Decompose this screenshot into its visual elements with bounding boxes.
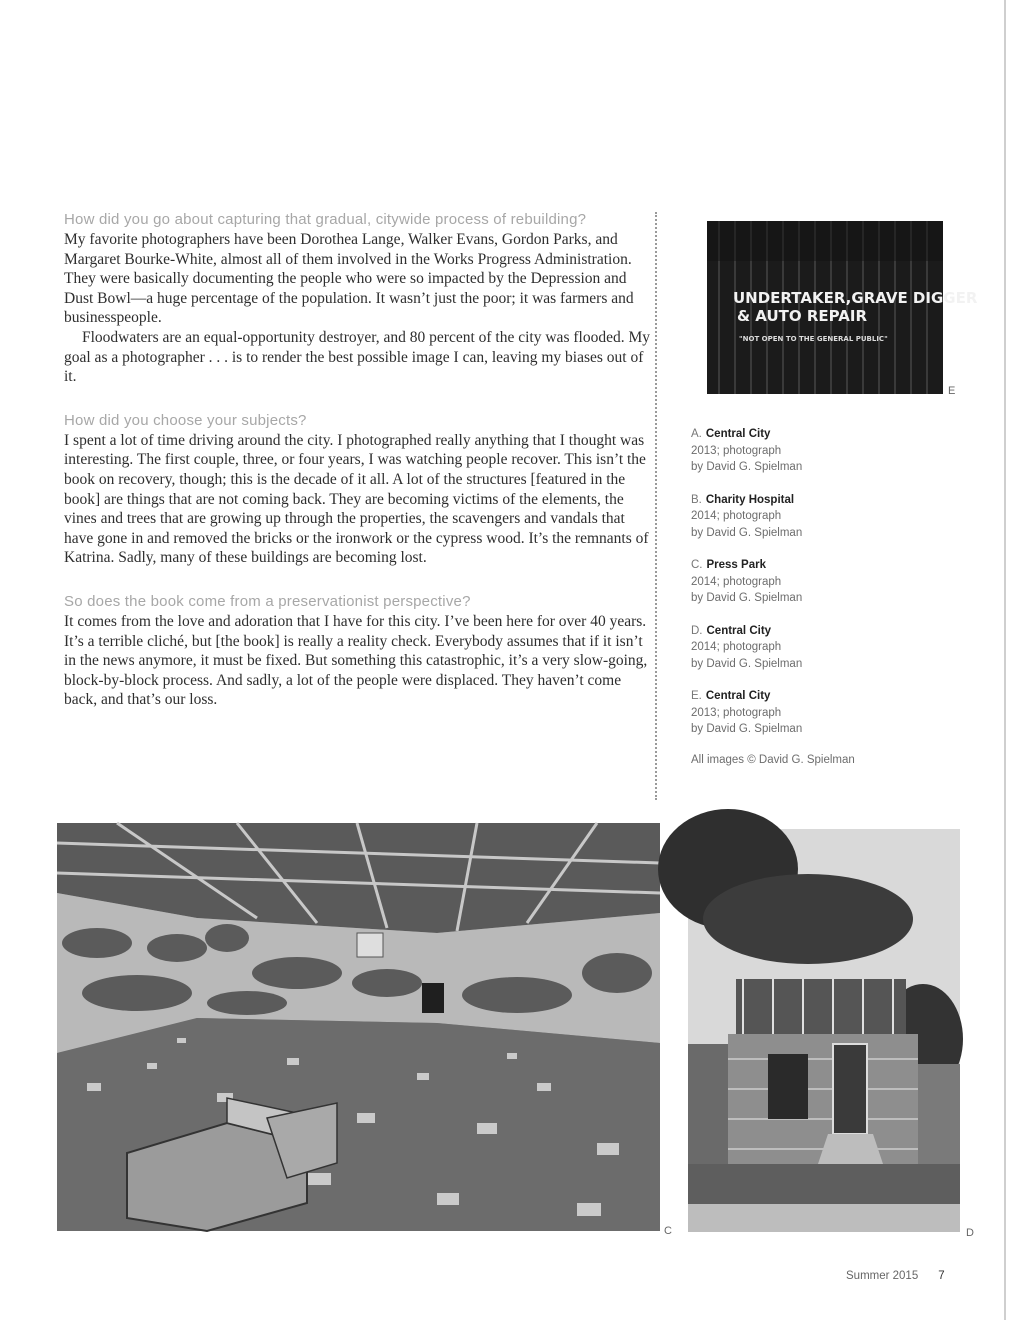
photo-d-label: D xyxy=(966,1227,974,1239)
page-footer xyxy=(846,1270,945,1282)
caption-byline: by David G. Spielman xyxy=(691,592,803,604)
answer-preservation: It comes from the love and adoration that I have for this city. I’ve been here for over 40 years. It’s a terrible cliché, but [the book] is really a reality check. Everybody assumes that if it isn’t in the news anymore, it must be fixed. But something this catastrophic, it’s a very slow-going, block-by-block process. And sadly, a lot of the people were displaced. They haven’t come back, and that’s our loss. xyxy=(64,612,648,709)
sign-line-2: & AUTO REPAIR xyxy=(737,307,867,325)
photo-e-label: E xyxy=(948,385,956,397)
photo-e-sign xyxy=(707,221,978,394)
photo-c-label: C xyxy=(664,1225,672,1237)
article-body xyxy=(64,210,654,710)
page-number: 7 xyxy=(938,1270,945,1282)
sign-line-1: UNDERTAKER,GRAVE DIGGER xyxy=(733,289,978,307)
caption-letter: C. xyxy=(691,559,703,571)
photo-c-press-park xyxy=(57,823,660,1231)
caption-date: 2013; photograph xyxy=(691,444,782,457)
question-preservation: So does the book come from a preservationist perspective? xyxy=(64,592,471,610)
caption-title: Central City xyxy=(706,624,772,637)
answer-rebuilding-p2: Floodwaters are an equal-opportunity destroyer, and 80 percent of the city was flooded. My goal as a photographer . . . is to render the best possible image I can, leaving my biases out of it. xyxy=(64,328,650,386)
caption-a xyxy=(691,426,941,476)
caption-e xyxy=(691,688,941,738)
caption-title: Central City xyxy=(705,428,771,440)
caption-date: 2014; photograph xyxy=(691,510,782,522)
caption-date: 2014; photograph xyxy=(691,641,782,653)
caption-date: 2014; photograph xyxy=(691,575,782,588)
photo-d-central-city xyxy=(688,829,960,1232)
caption-letter: D. xyxy=(691,624,703,637)
caption-byline: by David G. Spielman xyxy=(691,723,803,735)
answer-subjects: I spent a lot of time driving around the city. I photographed really anything that I thought was interesting. The first couple, three, or four years, I was watching people recover. This isn’t the book on recovery, though; this is the decade of it all. A lot of the structures [featured in the book] are things that are not coming back. They are becoming victims of the elements, the vines and trees that are growing up through the properties, the scavengers and vandals that have gone in and removed the bricks or the ironwork or the cypress wood. It’s the remnants of Katrina. Sadly, many of these buildings are becoming lost. xyxy=(64,431,649,567)
page-edge-shadow xyxy=(1004,0,1006,1320)
caption-title: Press Park xyxy=(706,559,766,571)
caption-byline: by David G. Spielman xyxy=(691,461,803,473)
caption-date: 2013; photograph xyxy=(691,706,782,719)
photo-captions xyxy=(691,426,941,766)
caption-b xyxy=(691,492,941,542)
question-rebuilding: How did you go about capturing that gradual, citywide process of rebuilding? xyxy=(64,211,587,228)
issue-name: Summer 2015 xyxy=(846,1270,919,1282)
caption-title: Charity Hospital xyxy=(705,493,795,506)
image-credit: All images © David G. Spielman xyxy=(691,753,855,766)
question-subjects: How did you choose your subjects? xyxy=(64,411,307,429)
sign-line-3: "NOT OPEN TO THE GENERAL PUBLIC" xyxy=(739,335,888,343)
caption-letter: A. xyxy=(691,428,702,440)
caption-letter: E. xyxy=(691,690,702,702)
answer-rebuilding-p1: My favorite photographers have been Dorothea Lange, Walker Evans, Gordon Parks, and Margaret Bourke-White, almost all of them involved in the Works Progress Administration. They were basically documenting the people who were so impacted by the Depression and Dust Bowl—a huge percentage of the population. It wasn’t just the poor; it was farmers and businesspeople. xyxy=(64,231,634,327)
caption-byline: by David G. Spielman xyxy=(691,657,803,670)
column-divider xyxy=(655,212,657,800)
caption-byline: by David G. Spielman xyxy=(691,526,803,539)
caption-letter: B. xyxy=(691,493,702,506)
caption-title: Central City xyxy=(705,690,771,702)
caption-d xyxy=(691,623,941,673)
caption-c xyxy=(691,557,941,607)
